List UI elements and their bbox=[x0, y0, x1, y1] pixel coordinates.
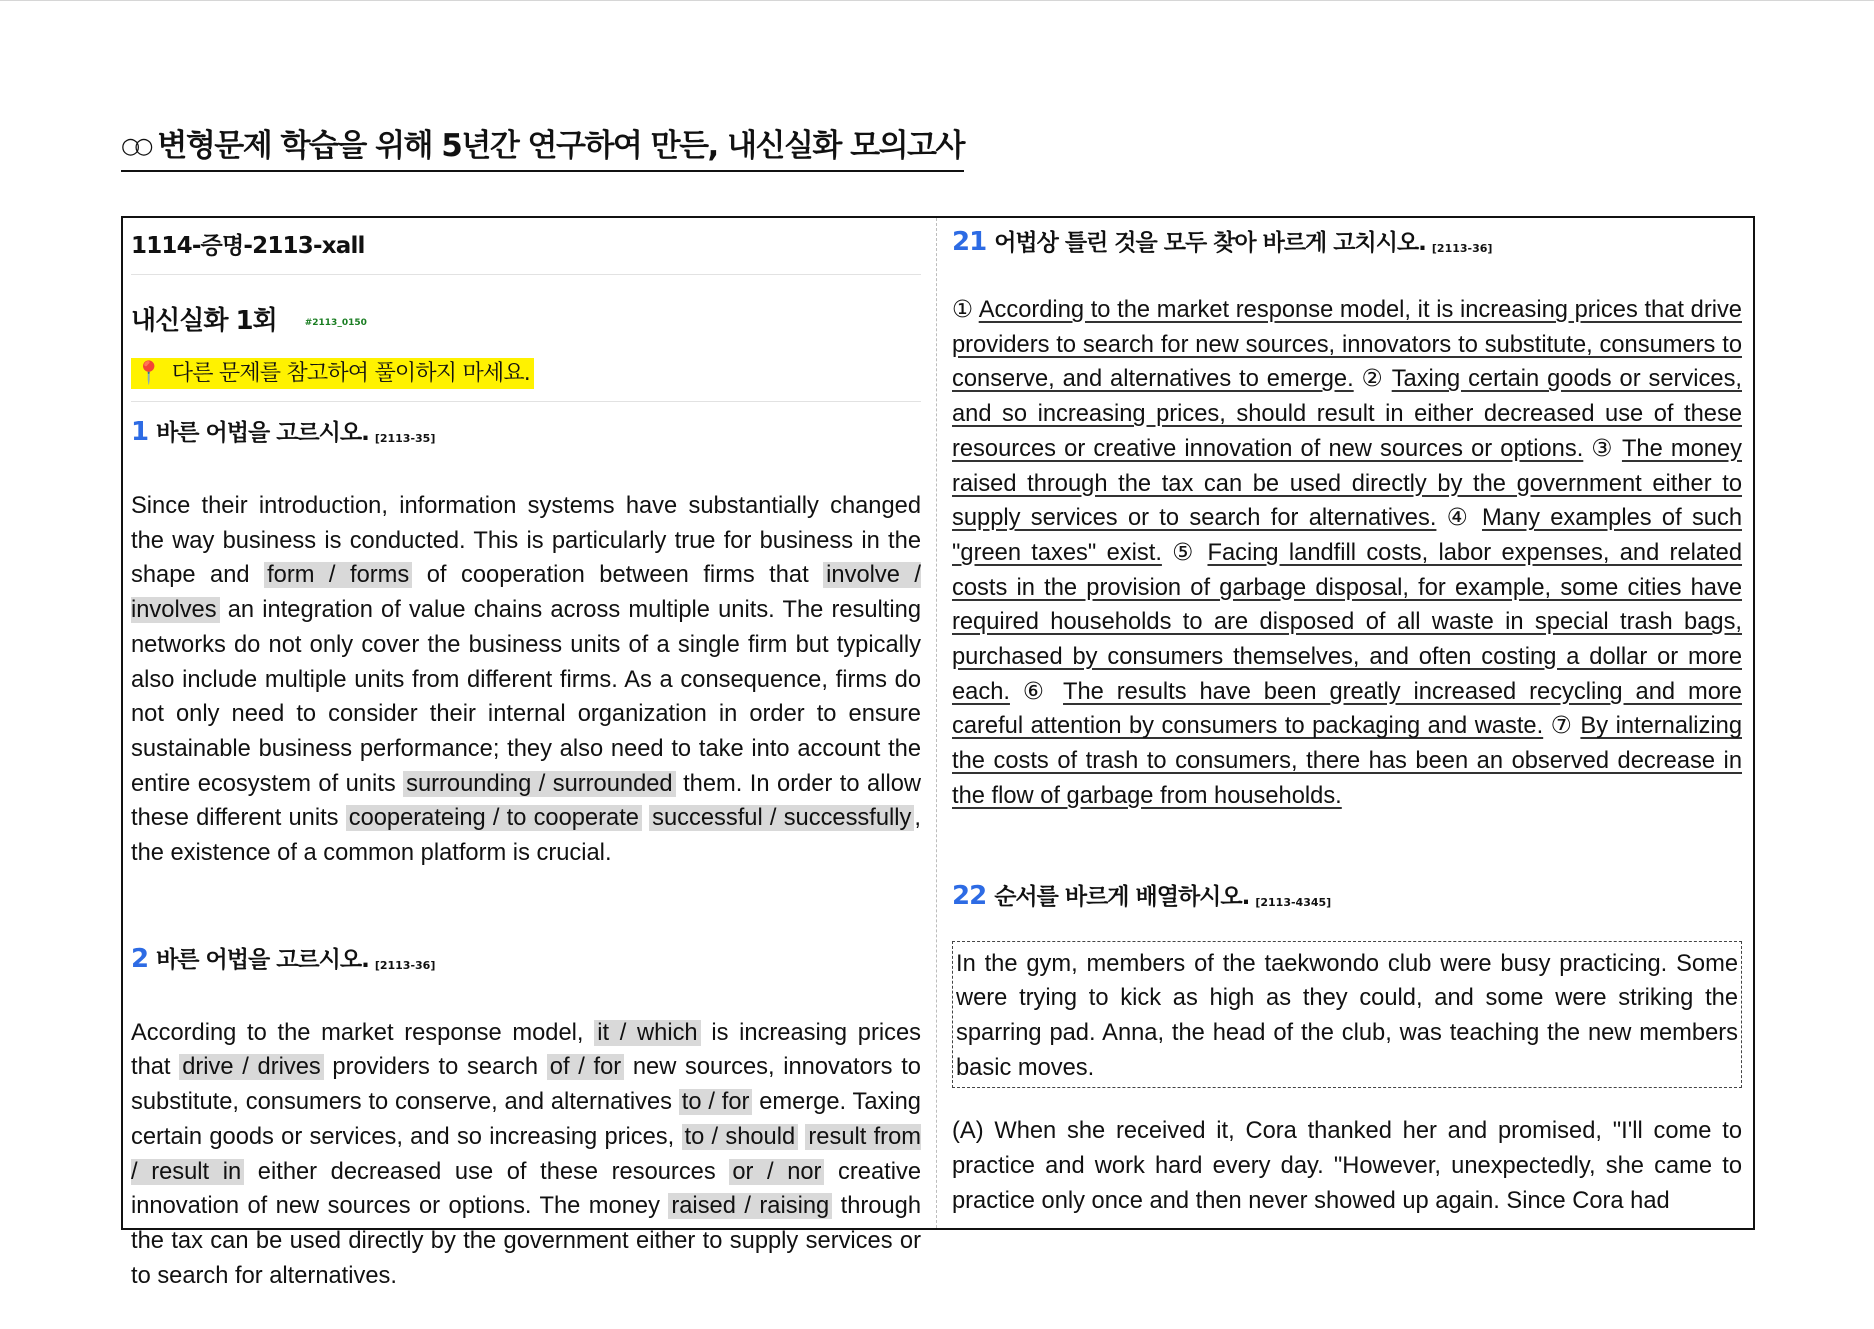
sentence-item[interactable]: The results have been greatly increased recycling and more careful attention by consumers to packaging and waste. bbox=[952, 678, 1742, 740]
passage-text: Since their introduction, information systems have substantially changed the way business is conducted. This is particularly true for business in the shape and bbox=[131, 493, 921, 589]
question-22-header bbox=[952, 876, 1742, 921]
passage-text: creative innovation of new sources or options. The money bbox=[131, 1158, 921, 1220]
sentence-item[interactable]: Taxing certain goods or services, and so increasing prices, should result in either decreased use of these resources or creative innovation of new sources or options. bbox=[952, 366, 1742, 462]
grammar-choice[interactable]: form / forms bbox=[264, 562, 412, 588]
circled-number: ⑥ bbox=[1022, 678, 1051, 705]
circled-number: ① bbox=[952, 297, 974, 323]
sentence-item[interactable]: The money raised through the tax can be used directly by the government either to supply services or to search for alternatives. bbox=[952, 435, 1742, 532]
question-ref: [2113-35] bbox=[374, 432, 436, 445]
grammar-choice[interactable]: involve / involves bbox=[131, 562, 921, 624]
passage-text: of cooperation between firms that bbox=[412, 562, 824, 589]
passage-text: them. In order to allow these different units bbox=[131, 770, 921, 832]
circled-number: ④ bbox=[1446, 505, 1472, 532]
passage-text: , the existence of a common platform is crucial. bbox=[131, 805, 921, 867]
left-column bbox=[131, 218, 921, 1293]
question-1-passage bbox=[131, 489, 921, 871]
passage-text: emerge. Taxing certain goods or services, and so increasing prices, bbox=[131, 1089, 921, 1150]
grammar-choice[interactable]: drive / drives bbox=[179, 1054, 324, 1080]
question-ref: [2113-36] bbox=[1431, 242, 1493, 255]
grammar-choice[interactable]: result from / result in bbox=[131, 1123, 921, 1185]
passage-text: providers to search bbox=[323, 1054, 547, 1081]
grammar-choice[interactable]: of / for bbox=[547, 1054, 624, 1080]
grammar-choice[interactable]: to / should bbox=[682, 1124, 799, 1150]
question-22-paragraph-a: (A) When she received it, Cora thanked her and promised, "I'll come to practice and work hard every day. "However, unexpectedly, she came to practice only once and then never showed up again. Since Cora had bbox=[952, 1118, 1742, 1214]
circled-number: ⑦ bbox=[1550, 713, 1573, 740]
grammar-choice[interactable]: it / which bbox=[594, 1020, 700, 1046]
question-number: 22 bbox=[952, 880, 987, 911]
exam-code: 1114-증명-2113-xall bbox=[131, 226, 921, 275]
question-instruction: 바른 어법을 고르시오. bbox=[156, 946, 369, 973]
passage-text: an integration of value chains across multiple units. The resulting networks do not only cover the business units of a single firm but typically also include multiple units from different firms. As a consequence, firms do not only need to consider their internal organization in order to ensure sustainable business performance; they also need to take into account the entire ecosystem of units bbox=[131, 597, 921, 797]
header-title: 변형문제 학습을 위해 5년간 연구하여 만든, 내신실화 모의고사 bbox=[157, 128, 964, 164]
question-2-passage bbox=[131, 1016, 921, 1294]
ring-icon: ○○ bbox=[121, 134, 148, 159]
question-number: 1 bbox=[131, 417, 149, 447]
sentence-item[interactable]: Facing landfill costs, labor expenses, and related costs in the provision of garbage disposal, for example, some cities have required households to are disposed of all waste in special trash bags, purchased by consumers themselves, and often costing a dollar or more each. bbox=[952, 539, 1742, 705]
passage-text: either decreased use of these resources bbox=[244, 1158, 730, 1185]
sentence-item[interactable]: According to the market response model, it is increasing prices that drive providers to search for new sources, innovators to substitute, consumers to conserve, and alternatives to emerge. bbox=[952, 297, 1742, 393]
question-1-header bbox=[131, 412, 921, 457]
sentence-item[interactable]: By internalizing the costs of trash to consumers, there has been an observed decrease in the flow of garbage from households. bbox=[952, 713, 1742, 809]
right-column bbox=[952, 218, 1742, 1218]
top-border-line bbox=[0, 0, 1874, 1]
question-instruction: 바른 어법을 고르시오. bbox=[156, 420, 369, 446]
grammar-choice[interactable]: surrounding / surrounded bbox=[403, 771, 675, 797]
page-header bbox=[121, 128, 964, 172]
question-21-header bbox=[952, 222, 1742, 267]
passage-text: new sources, innovators to substitute, consumers to conserve, and alternatives bbox=[131, 1054, 921, 1116]
circled-number: ③ bbox=[1591, 435, 1615, 462]
question-instruction: 어법상 틀린 것을 모두 찾아 바르게 고치시오. bbox=[994, 230, 1426, 256]
question-number: 21 bbox=[952, 227, 987, 257]
grammar-choice[interactable]: raised / raising bbox=[668, 1193, 832, 1219]
column-divider bbox=[936, 218, 937, 1228]
exam-sheet bbox=[121, 216, 1755, 1289]
sentence-item[interactable]: Many examples of such "green taxes" exist. bbox=[952, 505, 1742, 566]
round-title-text: 내신실화 1회 bbox=[131, 306, 277, 336]
round-tag: #2113_0150 bbox=[304, 318, 367, 328]
round-title bbox=[131, 301, 921, 349]
circled-number: ② bbox=[1361, 366, 1385, 393]
grammar-choice[interactable]: or / nor bbox=[729, 1159, 824, 1185]
question-ref: [2113-36] bbox=[374, 958, 436, 972]
grammar-choice[interactable]: cooperateing / to cooperate bbox=[346, 805, 642, 831]
warning-notice bbox=[131, 356, 921, 402]
grammar-choice[interactable]: to / for bbox=[679, 1089, 753, 1115]
circled-number: ⑤ bbox=[1172, 539, 1198, 566]
passage-text: through the tax can be used directly by the government either to supply services or to search for alternatives. bbox=[131, 1193, 921, 1289]
warning-text: 다른 문제를 참고하여 풀이하지 마세요. bbox=[170, 358, 532, 389]
question-21-passage bbox=[952, 293, 1742, 814]
passage-text: is increasing prices that bbox=[131, 1019, 921, 1081]
pushpin-icon: 📍 bbox=[133, 358, 164, 389]
question-2-header bbox=[131, 939, 921, 984]
question-22-intro-box: In the gym, members of the taekwondo club were busy practicing. Some were trying to kick as high as they could, and some were striking the sparring pad. Anna, the head of the club, was teaching the new members basic moves. bbox=[952, 941, 1742, 1089]
passage-text: According to the market response model, bbox=[131, 1019, 595, 1046]
question-ref: [2113-4345] bbox=[1255, 895, 1332, 909]
question-number: 2 bbox=[131, 943, 149, 974]
question-instruction: 순서를 바르게 배열하시오. bbox=[994, 883, 1250, 910]
grammar-choice[interactable]: successful / successfully bbox=[649, 805, 914, 831]
